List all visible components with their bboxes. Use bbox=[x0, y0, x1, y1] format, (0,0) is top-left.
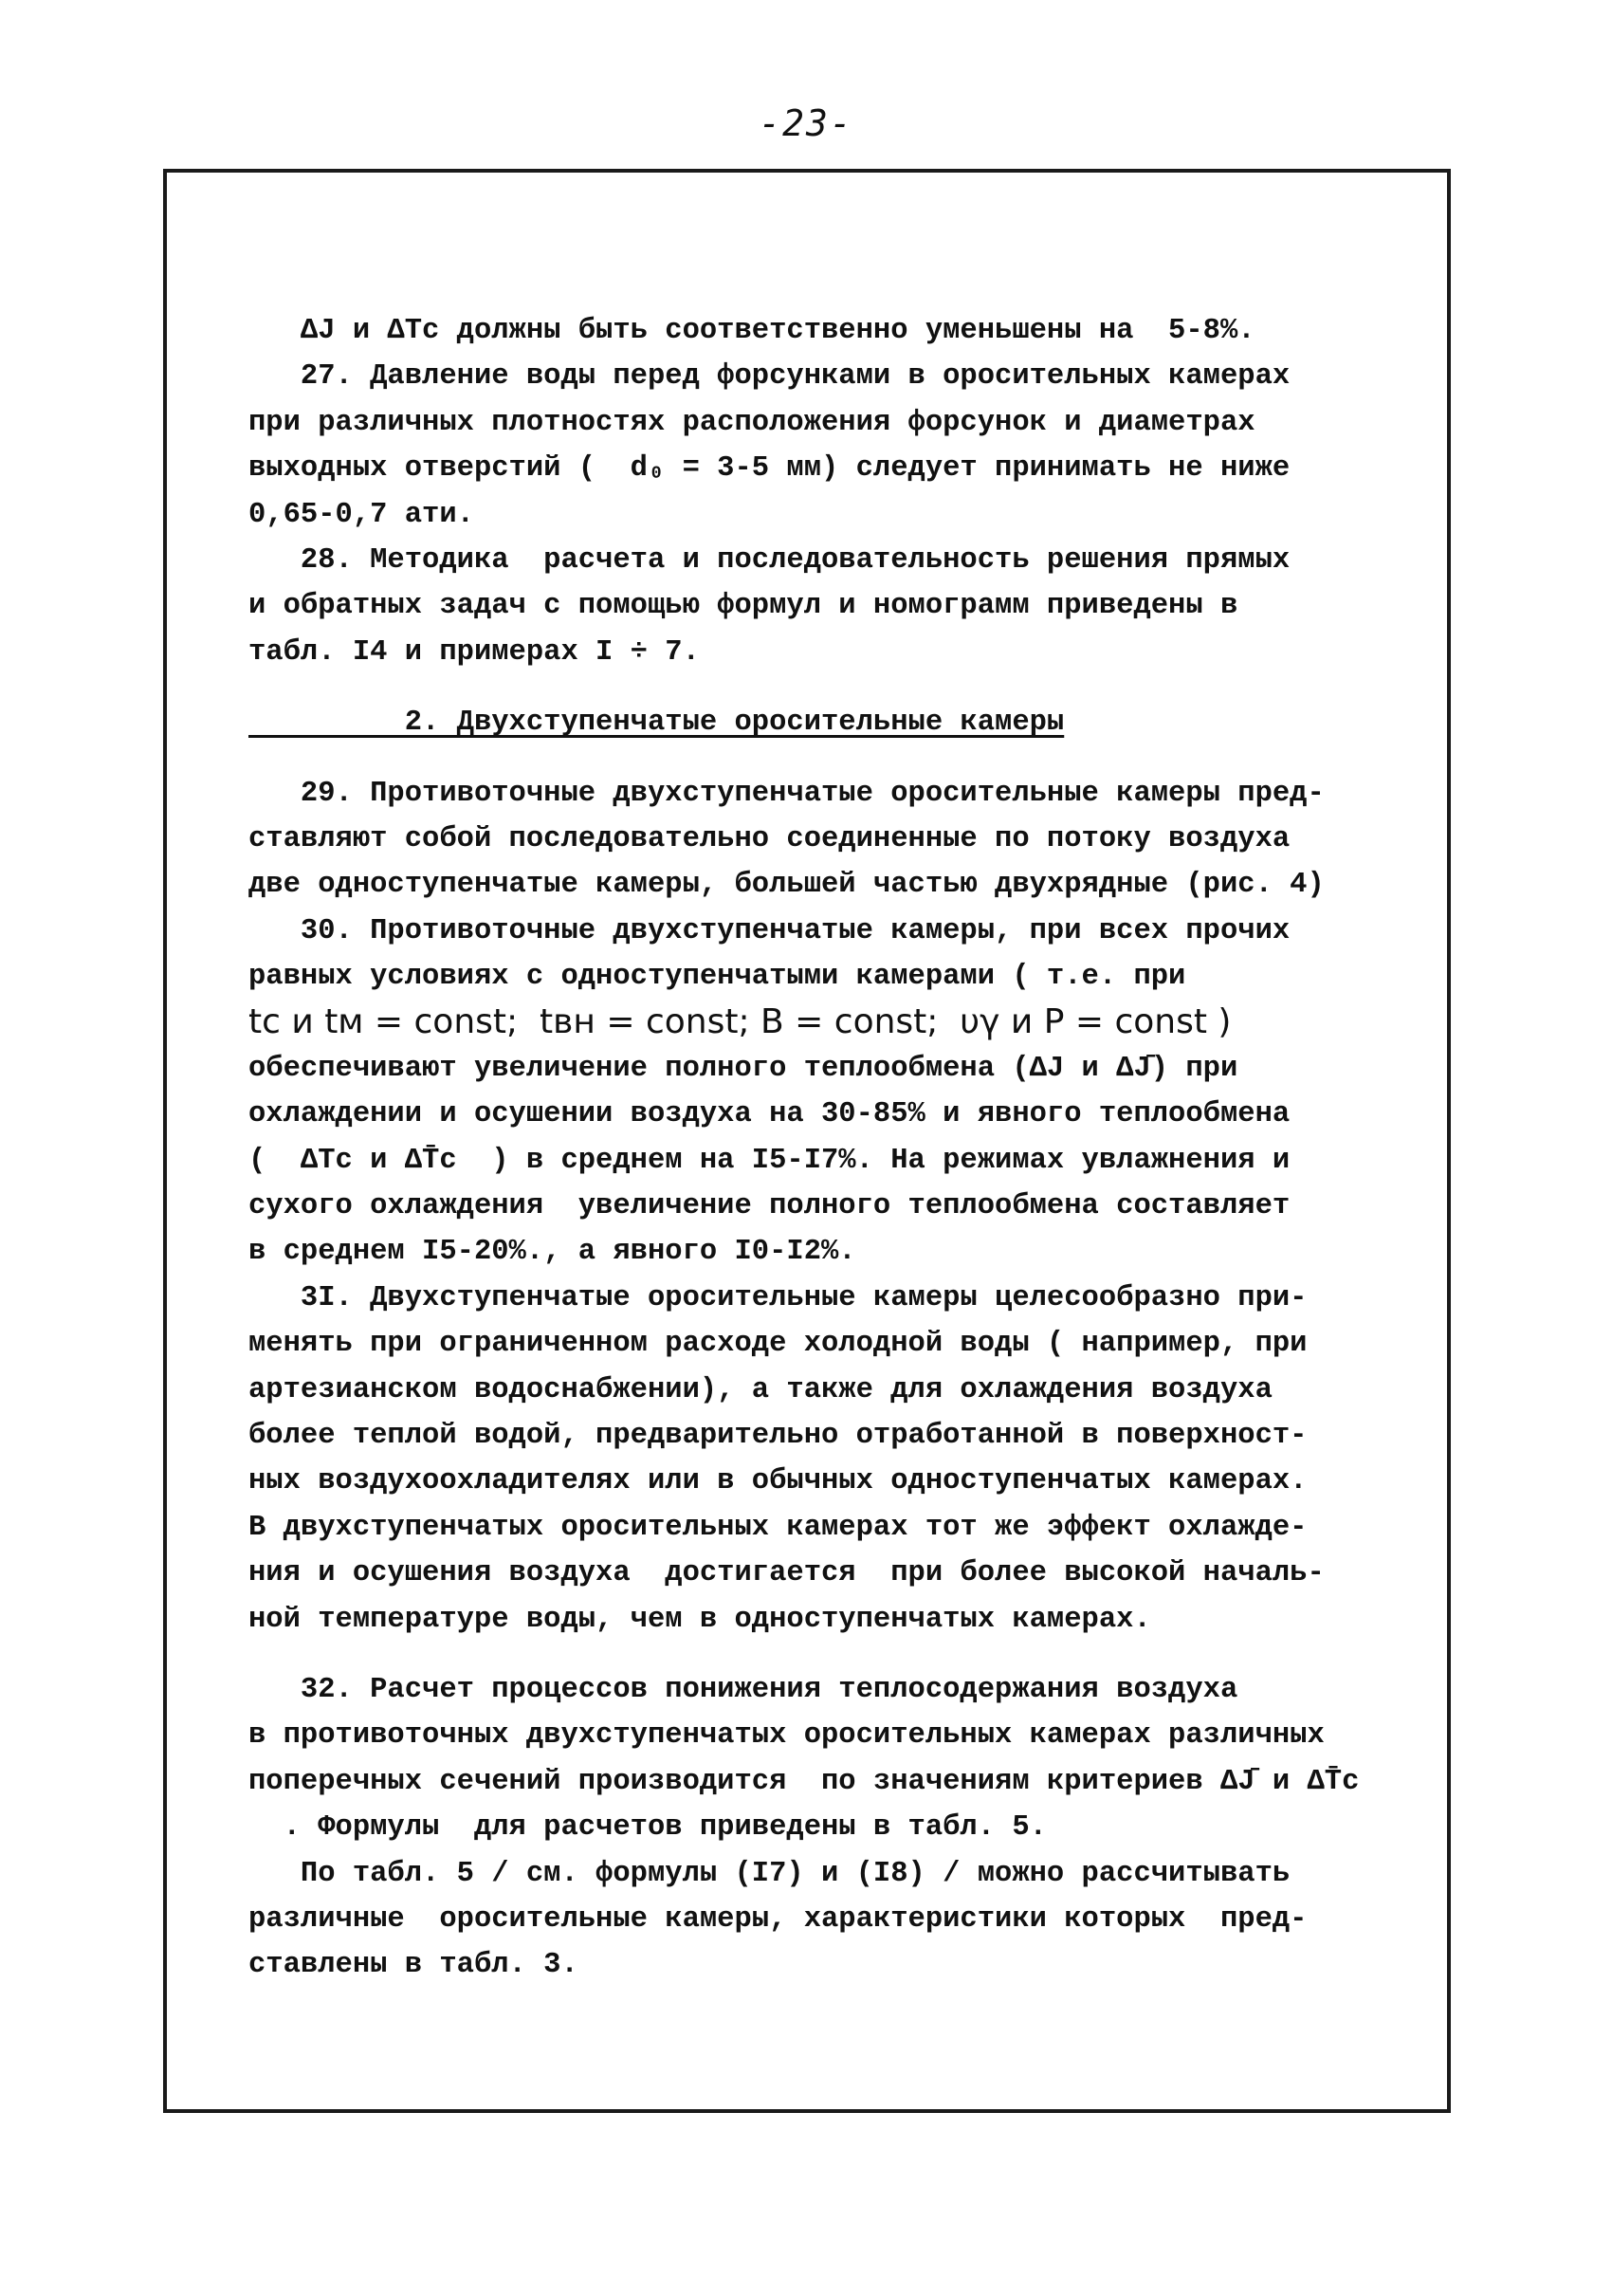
formula-line: tс и tм = const; tвн = const; B = const; υγ и P = const ) bbox=[248, 1002, 1232, 1042]
text-line: ставляют собой последовательно соединенные по потоку воздуха bbox=[248, 822, 1291, 855]
text-line: выходных отверстий ( d₀ = 3-5 мм) следует принимать не ниже bbox=[248, 452, 1291, 486]
paragraph-27: 27. Давление воды перед форсунками в оросительных камерах bbox=[248, 360, 1291, 394]
text-line: В двухступенчатых оросительных камерах тот же эффект охлажде- bbox=[248, 1511, 1308, 1544]
paragraph-28: 28. Методика расчета и последовательность решения прямых bbox=[248, 543, 1291, 577]
paragraph-29: 29. Противоточные двухступенчатые оросительные камеры пред- bbox=[248, 777, 1325, 810]
text-line: артезианском водоснабжении), а также для охлаждения воздуха bbox=[248, 1373, 1273, 1406]
section-heading: 2. Двухступенчатые оросительные камеры bbox=[248, 707, 1065, 740]
document-body bbox=[248, 308, 1453, 1989]
text-line: сухого охлаждения увеличение полного теплообмена составляет bbox=[248, 1190, 1291, 1223]
text-line: табл. I4 и примерах I ÷ 7. bbox=[248, 635, 700, 669]
text-line: ΔЈ и ΔTc должны быть соответственно уменьшены на 5-8%. bbox=[248, 315, 1255, 347]
text-line: при различных плотностях расположения форсунок и диаметрах bbox=[248, 406, 1255, 439]
text-line: две одноступенчатые камеры, большей частью двухрядные (рис. 4) bbox=[248, 869, 1325, 902]
text-line: 0,65-0,7 ати. bbox=[248, 498, 474, 531]
text-line: ставлены в табл. 3. bbox=[248, 1949, 578, 1982]
text-line: . Формулы для расчетов приведены в табл. 5. bbox=[248, 1811, 1047, 1845]
text-line: ния и осушения воздуха достигается при более высокой началь- bbox=[248, 1557, 1325, 1590]
text-line: и обратных задач с помощью формул и номограмм приведены в bbox=[248, 590, 1238, 623]
text-line: поперечных сечений производится по значениям критериев ΔЈ̄ и ΔT̄c bbox=[248, 1765, 1360, 1798]
page-number: -23- bbox=[759, 102, 853, 144]
text-line: равных условиях с одноступенчатыми камерами ( т.е. при bbox=[248, 961, 1186, 994]
text-line: менять при ограниченном расходе холодной воды ( например, при bbox=[248, 1328, 1308, 1361]
text-line: ной температуре воды, чем в одноступенчатых камерах. bbox=[248, 1603, 1151, 1636]
paragraph-31: 3I. Двухступенчатые оросительные камеры целесообразно при- bbox=[248, 1281, 1308, 1314]
text-line: в противоточных двухступенчатых оросительных камерах различных bbox=[248, 1719, 1325, 1753]
text-line: более теплой водой, предварительно отработанной в поверхност- bbox=[248, 1419, 1308, 1452]
text-line: ных воздухоохладителях или в обычных одноступенчатых камерах. bbox=[248, 1465, 1308, 1498]
text-line: охлаждении и осушении воздуха на 30-85% и явного теплообмена bbox=[248, 1098, 1291, 1131]
paragraph-32: 32. Расчет процессов понижения теплосодержания воздуха bbox=[248, 1673, 1238, 1706]
paragraph-30: 30. Противоточные двухступенчатые камеры, при всех прочих bbox=[248, 914, 1291, 947]
text-line: различные оросительные камеры, характеристики которых пред- bbox=[248, 1902, 1308, 1936]
text-line: По табл. 5 / см. формулы (I7) и (I8) / можно рассчитывать bbox=[248, 1857, 1291, 1890]
text-line: ( ΔTc и ΔT̄c ) в среднем на I5-I7%. На режимах увлажнения и bbox=[248, 1144, 1291, 1177]
text-line: обеспечивают увеличение полного теплообмена (ΔЈ и ΔЈ̄) при bbox=[248, 1052, 1238, 1085]
text-line: в среднем I5-20%., а явного I0-I2%. bbox=[248, 1236, 856, 1269]
